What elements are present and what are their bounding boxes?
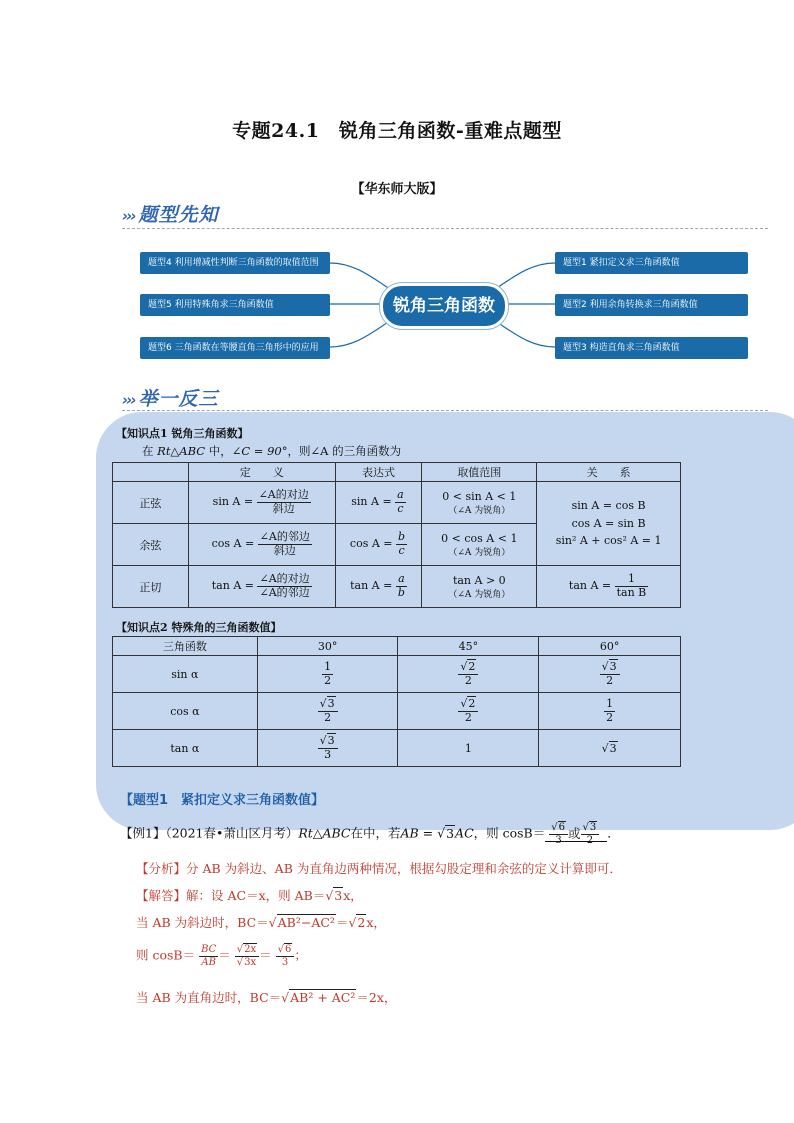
divider (122, 410, 768, 411)
header-function: 三角函数 (113, 637, 258, 656)
header-60: 60° (539, 637, 681, 656)
section-practice-heading (122, 384, 219, 411)
table-row (113, 482, 681, 524)
mind-map-center[interactable]: 锐角三角函数 (380, 283, 508, 329)
analysis: 【分析】分 AB 为斜边、AB 为直角边两种情况，根据勾股定理和余弦的定义计算即可． (136, 861, 622, 876)
header-range: 取值范围 (422, 463, 537, 482)
knowledge2-heading: 【知识点2 特殊角的三角函数值】 (116, 621, 282, 634)
divider (122, 228, 768, 229)
solution-line-2: 当 AB 为斜边时，BC＝√AB²−AC²＝√2x， (136, 915, 386, 930)
range-cell: 0 < sin A < 1 （∠A 为锐角） (422, 482, 537, 524)
value-cell: $\frac{√2}{2}$ (398, 656, 539, 693)
table-row (113, 693, 681, 730)
definition-cell: sin A = $\frac{\text{∠A的对边}}{\text{斜边}}$ (188, 482, 335, 524)
mind-map-right-1[interactable]: 题型1 紧扣定义求三角函数值 (555, 252, 748, 274)
edition-label: 【华东师大版】 (351, 182, 443, 197)
mind-map-right-3[interactable]: 题型3 构造直角求三角函数值 (555, 337, 748, 359)
range-cell: 0 < cos A < 1 （∠A 为锐角） (422, 524, 537, 566)
type1-heading: 【题型1 紧扣定义求三角函数值】 (120, 793, 325, 808)
section-preview-label: 题型先知 (138, 204, 219, 226)
header-relation: 关 系 (537, 463, 681, 482)
table-row (113, 730, 681, 767)
table-row (113, 656, 681, 693)
value-cell: √3 (539, 730, 681, 767)
knowledge1-heading: 【知识点1 锐角三角函数】 (116, 427, 249, 440)
mind-map-right-2[interactable]: 题型2 利用余角转换求三角函数值 (555, 294, 748, 316)
expression-cell: sin A = $\frac{a}{c}$ (335, 482, 422, 524)
value-cell: $\frac{√3}{3}$ (257, 730, 398, 767)
definition-cell: cos A = $\frac{\text{∠A的邻边}}{\text{斜边}}$ (188, 524, 335, 566)
knowledge2-table (112, 636, 681, 767)
arrows-icon: ››› (122, 207, 135, 225)
knowledge1-table (112, 462, 681, 608)
range-cell: tan A > 0 （∠A 为锐角） (422, 566, 537, 608)
knowledge1-intro: 在 Rt△ABC 中，∠C = 90°，则∠A 的三角函数为 (142, 444, 402, 458)
value-cell: $\frac{√3}{2}$ (539, 656, 681, 693)
row-name: 正弦 (113, 482, 189, 524)
solution-line-3: 则 cosB＝ $\frac{BC}{AB}$ ＝ $\frac{√2x}{√3x}$ ＝ $\frac{√6}{3}$ ； (136, 944, 307, 968)
arrows-icon: ››› (122, 391, 135, 409)
section-practice-label: 举一反三 (138, 388, 219, 410)
mind-map-left-1[interactable]: 题型4 利用增减性判断三角函数的取值范围 (140, 252, 330, 274)
solution-line-4: 当 AB 为直角边时，BC＝√AB² + AC²＝2x， (136, 990, 397, 1005)
header-45: 45° (398, 637, 539, 656)
header-definition: 定 义 (188, 463, 335, 482)
expression-cell: cos A = $\frac{b}{c}$ (335, 524, 422, 566)
definition-cell: tan A = $\frac{\text{∠A的对边}}{\text{∠A的邻边}}$ (188, 566, 335, 608)
relation-cell: sin A = cos B cos A = sin B sin² A + cos² A = 1 (537, 482, 681, 566)
table-header-row (113, 463, 681, 482)
header-30: 30° (257, 637, 398, 656)
table-row (113, 566, 681, 608)
solution-line-1: 【解答】解：设 AC＝x，则 AB＝√3x， (136, 888, 363, 903)
header-expression: 表达式 (335, 463, 422, 482)
value-cell: $\frac{1}{2}$ (257, 656, 398, 693)
value-cell: $\frac{√3}{2}$ (257, 693, 398, 730)
mind-map-left-2[interactable]: 题型5 利用特殊角求三角函数值 (140, 294, 330, 316)
value-cell: $\frac{√2}{2}$ (398, 693, 539, 730)
value-cell: $\frac{1}{2}$ (539, 693, 681, 730)
row-label: sin α (113, 656, 258, 693)
row-label: tan α (113, 730, 258, 767)
expression-cell: tan A = $\frac{a}{b}$ (335, 566, 422, 608)
row-label: cos α (113, 693, 258, 730)
tan-relation-cell: tan A = $\frac{1}{\text{tan B}}$ (537, 566, 681, 608)
example-1: 【例1】（2021春•萧山区月考）Rt△ABC在中，若AB = √3AC，则 cosB＝ $\frac{√6}{3}$ 或 $\frac{√3}{2}$ ． (120, 822, 620, 846)
table-header-row (113, 637, 681, 656)
row-name: 正切 (113, 566, 189, 608)
row-name: 余弦 (113, 524, 189, 566)
mind-map-left-3[interactable]: 题型6 三角函数在等腰直角三角形中的应用 (140, 337, 330, 359)
value-cell: 1 (398, 730, 539, 767)
section-preview-heading (122, 200, 219, 227)
page-title: 专题24.1 锐角三角函数-重难点题型 (232, 120, 562, 142)
